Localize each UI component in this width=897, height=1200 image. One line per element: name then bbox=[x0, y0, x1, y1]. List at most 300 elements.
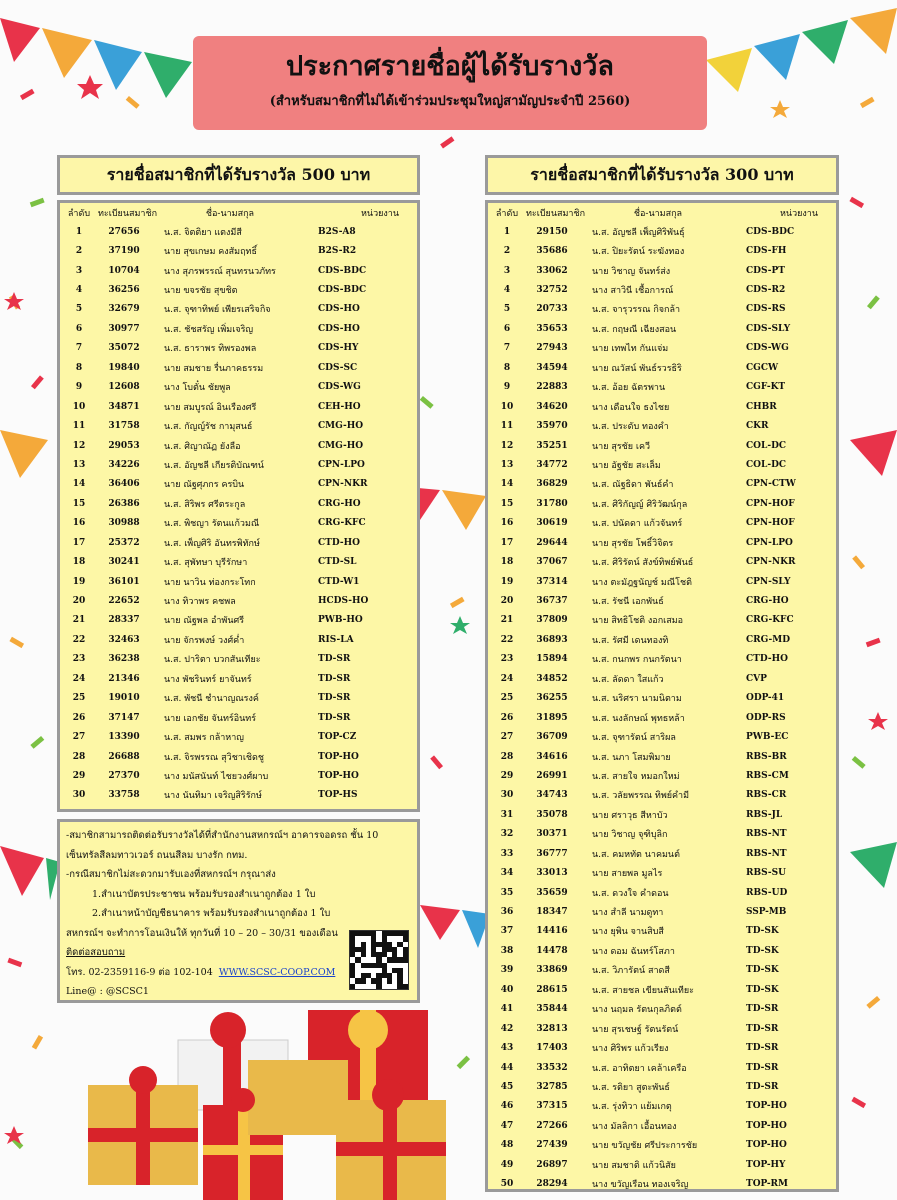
table-row bbox=[488, 844, 836, 863]
row-number: 18 bbox=[500, 557, 514, 568]
row-number: 33 bbox=[500, 848, 514, 859]
work-unit: CDS-BDC bbox=[746, 226, 795, 237]
member-name: นาย สุขเกษม คงสัมฤทธิ์ bbox=[164, 247, 257, 258]
member-id: 35970 bbox=[536, 421, 568, 432]
table-row bbox=[488, 1019, 836, 1038]
work-unit: TD-SK bbox=[746, 945, 779, 956]
member-name: นาย สิทธิโชติ งอกเสมอ bbox=[592, 616, 684, 627]
table-row bbox=[488, 397, 836, 416]
left-list-heading: รายชื่อสมาชิกที่ได้รับรางวัล 500 บาท bbox=[57, 155, 420, 195]
work-unit: TD-SR bbox=[318, 654, 351, 665]
table-row bbox=[488, 922, 836, 941]
table-row bbox=[60, 397, 417, 416]
table-row bbox=[60, 650, 417, 669]
member-name: น.ส. กฤษณี เฉียงสอน bbox=[592, 324, 677, 335]
member-id: 31780 bbox=[536, 498, 568, 509]
work-unit: TD-SR bbox=[318, 693, 351, 704]
row-number: 29 bbox=[500, 770, 514, 781]
table-row bbox=[60, 611, 417, 630]
row-number: 29 bbox=[72, 770, 86, 781]
line-id: Line@ : @SCSC1 bbox=[66, 986, 149, 997]
member-id: 36829 bbox=[536, 479, 568, 490]
member-name: น.ส. รัชนี เอกพันธ์ bbox=[592, 597, 664, 608]
table-row bbox=[488, 261, 836, 280]
member-name: นาย สุรชัย เควี bbox=[592, 441, 651, 452]
member-id: 33758 bbox=[108, 790, 140, 801]
member-id: 36406 bbox=[108, 479, 140, 490]
member-name: น.ส. รุ่งทิวา แย้มเกตุ bbox=[592, 1102, 672, 1113]
row-number: 30 bbox=[72, 790, 86, 801]
row-number: 23 bbox=[72, 654, 86, 665]
work-unit: CRG-MD bbox=[746, 634, 790, 645]
member-id: 17403 bbox=[536, 1043, 568, 1054]
row-number: 5 bbox=[503, 304, 511, 315]
member-id: 28294 bbox=[536, 1179, 568, 1190]
member-name: นาย ณัฐศุภกร ครบิน bbox=[164, 480, 245, 491]
work-unit: RBS-JL bbox=[746, 809, 783, 820]
row-number: 17 bbox=[500, 537, 514, 548]
table-row bbox=[60, 630, 417, 649]
qr-code[interactable] bbox=[349, 930, 409, 990]
member-id: 26991 bbox=[536, 770, 568, 781]
table-row bbox=[488, 416, 836, 435]
row-number: 25 bbox=[72, 693, 86, 704]
website-link[interactable]: WWW.SCSC-COOP.COM bbox=[218, 966, 336, 978]
row-number: 43 bbox=[500, 1043, 514, 1054]
row-number: 14 bbox=[500, 479, 514, 490]
member-id: 34852 bbox=[536, 673, 568, 684]
table-row bbox=[488, 980, 836, 999]
row-number: 39 bbox=[500, 965, 514, 976]
member-id: 32752 bbox=[536, 285, 568, 296]
info-line: เซ็นทรัลสีลมทาวเวอร์ ถนนสีลม บางรัก กทม. bbox=[66, 849, 248, 861]
member-id: 35686 bbox=[536, 246, 568, 257]
member-name: นาง สุภรพรรณ์ สุนทรนวภัทร bbox=[164, 266, 276, 277]
member-name: น.ส. ศิริกัญญ์ ศิริวัฒน์กุล bbox=[592, 499, 688, 510]
table-row bbox=[488, 669, 836, 688]
col-header-unit: หน่วยงาน bbox=[360, 208, 399, 219]
table-header bbox=[60, 203, 417, 222]
row-number: 12 bbox=[72, 440, 86, 451]
member-id: 29053 bbox=[108, 440, 140, 451]
work-unit: TD-SR bbox=[746, 1081, 779, 1092]
table-row bbox=[60, 552, 417, 571]
row-number: 10 bbox=[72, 401, 86, 412]
row-number: 13 bbox=[500, 459, 514, 470]
table-row bbox=[60, 475, 417, 494]
member-name: นาง เดือนใจ ธงไชย bbox=[592, 402, 670, 413]
table-row bbox=[488, 533, 836, 552]
row-number: 2 bbox=[75, 246, 83, 257]
table-row bbox=[488, 1155, 836, 1174]
member-name: น.ส. สิริพร ศรีตระกูล bbox=[164, 499, 246, 510]
row-number: 16 bbox=[500, 518, 514, 529]
member-name: นาย ณัฐพล อำพันศรี bbox=[164, 616, 245, 627]
work-unit: TOP-HO bbox=[318, 770, 359, 781]
row-number: 20 bbox=[72, 596, 86, 607]
row-number: 1 bbox=[503, 226, 511, 237]
member-id: 36238 bbox=[108, 654, 140, 665]
work-unit: CDS-HO bbox=[318, 323, 360, 334]
member-id: 26688 bbox=[108, 751, 140, 762]
row-number: 26 bbox=[500, 712, 514, 723]
table-row bbox=[60, 280, 417, 299]
table-row bbox=[488, 1174, 836, 1192]
work-unit: CKR bbox=[746, 421, 769, 432]
table-row bbox=[60, 747, 417, 766]
member-id: 34620 bbox=[536, 401, 568, 412]
work-unit: RBS-CM bbox=[746, 770, 789, 781]
member-id: 36737 bbox=[536, 596, 568, 607]
row-number: 2 bbox=[503, 246, 511, 257]
table-row bbox=[488, 902, 836, 921]
row-number: 5 bbox=[75, 304, 83, 315]
table-row bbox=[60, 455, 417, 474]
work-unit: CPN-HOF bbox=[746, 518, 795, 529]
member-name: น.ส. ศิญาณัฏ ยังลือ bbox=[164, 441, 241, 452]
work-unit: TD-SR bbox=[318, 673, 351, 684]
table-row bbox=[488, 1097, 836, 1116]
member-id: 19010 bbox=[108, 693, 140, 704]
work-unit: RIS-LA bbox=[318, 634, 354, 645]
table-row bbox=[488, 863, 836, 882]
member-name: น.ส. จารุวรรณ กิจกล้า bbox=[592, 305, 681, 316]
row-number: 3 bbox=[503, 265, 511, 276]
member-id: 31895 bbox=[536, 712, 568, 723]
member-id: 30619 bbox=[536, 518, 568, 529]
member-id: 34743 bbox=[536, 790, 568, 801]
member-name: นาง ยุพิน จานสิบสี bbox=[592, 927, 664, 938]
table-row bbox=[488, 941, 836, 960]
member-id: 36255 bbox=[536, 693, 568, 704]
member-name: นาย ศราวุธ สีหาบัว bbox=[592, 810, 668, 821]
work-unit: TOP-HO bbox=[746, 1101, 787, 1112]
member-name: นาง นันทิมา เจริญสิริรักษ์ bbox=[164, 791, 262, 802]
member-name: นาง สำลี นามดูทา bbox=[592, 908, 664, 919]
work-unit: TD-SR bbox=[746, 1043, 779, 1054]
work-unit: RBS-SU bbox=[746, 868, 786, 879]
right-table-body bbox=[488, 222, 836, 1192]
member-name: นาย วิชาญ จุฑิบุลิก bbox=[592, 830, 668, 841]
member-id: 27439 bbox=[536, 1140, 568, 1151]
work-unit: CPN-CTW bbox=[746, 479, 796, 490]
member-id: 36101 bbox=[108, 576, 140, 587]
member-id: 35659 bbox=[536, 887, 568, 898]
row-number: 24 bbox=[500, 673, 514, 684]
table-header bbox=[488, 203, 836, 222]
member-id: 37809 bbox=[536, 615, 568, 626]
table-row bbox=[60, 727, 417, 746]
member-id: 36777 bbox=[536, 848, 568, 859]
col-header-unit: หน่วยงาน bbox=[779, 208, 818, 219]
work-unit: CTD-W1 bbox=[318, 576, 360, 587]
work-unit: TD-SK bbox=[746, 926, 779, 937]
member-id: 27266 bbox=[536, 1120, 568, 1131]
member-name: น.ส. ดวงใจ คำดอน bbox=[592, 888, 669, 899]
member-name: นาย ขวัญชัย ศรีประการชัย bbox=[592, 1141, 698, 1152]
member-id: 32813 bbox=[536, 1023, 568, 1034]
work-unit: TD-SR bbox=[318, 712, 351, 723]
member-id: 19840 bbox=[108, 362, 140, 373]
member-name: น.ส. ชัชสรัญ เพิ่มเจริญ bbox=[164, 324, 254, 335]
work-unit: CDS-BDC bbox=[318, 265, 367, 276]
member-id: 37190 bbox=[108, 246, 140, 257]
work-unit: TD-SR bbox=[746, 1062, 779, 1073]
row-number: 34 bbox=[500, 868, 514, 879]
member-id: 34594 bbox=[536, 362, 568, 373]
table-row bbox=[60, 591, 417, 610]
table-row bbox=[488, 358, 836, 377]
table-row bbox=[488, 766, 836, 785]
member-id: 26897 bbox=[536, 1159, 568, 1170]
member-name: น.ส. ประดับ ทองคำ bbox=[592, 422, 669, 433]
work-unit: TOP-RM bbox=[746, 1179, 788, 1190]
member-id: 30241 bbox=[108, 557, 140, 568]
col-header-name: ชื่อ-นามสกุล bbox=[633, 208, 683, 219]
row-number: 21 bbox=[500, 615, 514, 626]
member-id: 31758 bbox=[108, 421, 140, 432]
member-id: 29150 bbox=[536, 226, 568, 237]
member-name: น.ส. สายชล เขียนสันเทียะ bbox=[592, 985, 694, 996]
row-number: 18 bbox=[72, 557, 86, 568]
table-row bbox=[488, 222, 836, 241]
row-number: 12 bbox=[500, 440, 514, 451]
member-name: นาง มนัสนันท์ ไชยวงศ์ผาบ bbox=[164, 771, 269, 782]
row-number: 31 bbox=[500, 809, 514, 820]
member-id: 30988 bbox=[108, 518, 140, 529]
row-number: 21 bbox=[72, 615, 86, 626]
work-unit: PWB-EC bbox=[746, 732, 789, 743]
member-name: นาย สมชาย รื่นภาคธรรม bbox=[164, 363, 264, 374]
work-unit: HCDS-HO bbox=[318, 596, 369, 607]
member-name: นาย ณวัสน์ พันธ์รวรธิริ bbox=[592, 363, 682, 374]
row-number: 26 bbox=[72, 712, 86, 723]
member-id: 25372 bbox=[108, 537, 140, 548]
table-row bbox=[488, 280, 836, 299]
table-row bbox=[60, 669, 417, 688]
table-row bbox=[488, 455, 836, 474]
col-header-name: ชื่อ-นามสกุล bbox=[205, 208, 255, 219]
qr-module bbox=[403, 984, 408, 989]
member-name: นาง ศิริพร แก้วเรียง bbox=[592, 1044, 669, 1055]
info-line: -กรณีสมาชิกไม่สะดวกมารับเองที่สหกรณ์ฯ กรุณาส่ง bbox=[66, 869, 276, 880]
member-id: 34616 bbox=[536, 751, 568, 762]
member-id: 33062 bbox=[536, 265, 568, 276]
row-number: 22 bbox=[500, 634, 514, 645]
member-name: น.ส. พิชญา รัตนแก้วมณี bbox=[164, 519, 260, 530]
work-unit: TOP-CZ bbox=[318, 732, 357, 743]
work-unit: CPN-LPO bbox=[318, 459, 365, 470]
member-id: 37067 bbox=[536, 557, 568, 568]
work-unit: B2S-A8 bbox=[318, 226, 356, 237]
work-unit: CDS-R2 bbox=[746, 285, 786, 296]
row-number: 35 bbox=[500, 887, 514, 898]
table-row bbox=[488, 494, 836, 513]
member-name: น.ส. คมหทัต นาคมนต์ bbox=[592, 849, 680, 860]
row-number: 32 bbox=[500, 829, 514, 840]
banner-subtitle: (สำหรับสมาชิกที่ไม่ได้เข้าร่วมประชุมใหญ่สามัญประจำปี 2560) bbox=[269, 94, 631, 109]
row-number: 27 bbox=[500, 732, 514, 743]
member-id: 36893 bbox=[536, 634, 568, 645]
table-row bbox=[60, 339, 417, 358]
member-name: น.ส. รัศมี เดนทองทิ bbox=[592, 635, 669, 646]
work-unit: CDS-HY bbox=[318, 343, 359, 354]
member-name: น.ส. อ้อย ฉัตรพาน bbox=[592, 383, 666, 394]
member-name: น.ส. อัญชลี เกียรติบัณฑน์ bbox=[164, 460, 264, 471]
member-name: น.ส. วิภารัตน์ สาดสี bbox=[592, 966, 670, 977]
member-id: 36256 bbox=[108, 285, 140, 296]
member-id: 32679 bbox=[108, 304, 140, 315]
member-id: 20733 bbox=[536, 304, 568, 315]
member-name: น.ส. สุพัทษา บุรีรักษา bbox=[164, 558, 248, 569]
table-row bbox=[488, 1077, 836, 1096]
table-row bbox=[488, 805, 836, 824]
member-name: นาย สายพล มูลไร bbox=[592, 869, 663, 880]
member-name: นาย นาวิน ท่องกระโทก bbox=[164, 577, 256, 588]
work-unit: CDS-SLY bbox=[746, 323, 791, 334]
work-unit: RBS-CR bbox=[746, 790, 787, 801]
work-unit: SSP-MB bbox=[746, 907, 787, 918]
table-row bbox=[60, 572, 417, 591]
member-name: น.ส. นงลักษณ์ พุทธหล้า bbox=[592, 713, 685, 724]
table-row bbox=[488, 1000, 836, 1019]
table-row bbox=[488, 436, 836, 455]
table-row bbox=[60, 689, 417, 708]
member-id: 32463 bbox=[108, 634, 140, 645]
row-number: 36 bbox=[500, 907, 514, 918]
work-unit: CPN-NKR bbox=[746, 557, 796, 568]
table-row bbox=[488, 630, 836, 649]
member-name: น.ส. ปิยะรัตน์ ระฆังทอง bbox=[592, 247, 685, 258]
left-table-body bbox=[60, 222, 417, 805]
info-line: สหกรณ์ฯ จะทำการโอนเงินให้ ทุกวันที่ 10 – 20 – 30/31 ของเดือน bbox=[66, 927, 338, 939]
bunting-right bbox=[706, 8, 897, 92]
col-header-member-id: ทะเบียนสมาชิก bbox=[98, 208, 158, 219]
member-id: 14416 bbox=[536, 926, 568, 937]
row-number: 41 bbox=[500, 1004, 514, 1015]
member-name: นาย ขจรชัย สุขชิต bbox=[164, 286, 238, 297]
row-number: 17 bbox=[72, 537, 86, 548]
work-unit: CPN-HOF bbox=[746, 498, 795, 509]
member-name: นาย สมชาติ แก้วนิสัย bbox=[592, 1160, 676, 1171]
row-number: 27 bbox=[72, 732, 86, 743]
member-name: นาย เทพไท กันแจ่ม bbox=[592, 344, 669, 355]
member-id: 35653 bbox=[536, 323, 568, 334]
row-number: 20 bbox=[500, 596, 514, 607]
member-id: 22883 bbox=[536, 382, 568, 393]
table-row bbox=[60, 222, 417, 241]
member-name: น.ส. สายใจ หมอกใหม่ bbox=[592, 771, 680, 782]
row-number: 10 bbox=[500, 401, 514, 412]
row-number: 50 bbox=[500, 1179, 514, 1190]
row-number: 28 bbox=[500, 751, 514, 762]
work-unit: COL-DC bbox=[746, 440, 787, 451]
member-id: 18347 bbox=[536, 907, 568, 918]
info-line: 2.สำเนาหน้าบัญชีธนาคาร พร้อมรับรองสำเนาถูกต้อง 1 ใบ bbox=[92, 908, 331, 919]
contact-heading: ติดต่อสอบถาม bbox=[66, 947, 126, 958]
gift-boxes-illustration bbox=[88, 1000, 448, 1200]
work-unit: CMG-HO bbox=[318, 440, 364, 451]
work-unit: TD-SR bbox=[746, 1023, 779, 1034]
member-id: 27656 bbox=[108, 226, 140, 237]
table-row bbox=[488, 1058, 836, 1077]
work-unit: TOP-HO bbox=[746, 1120, 787, 1131]
row-number: 23 bbox=[500, 654, 514, 665]
member-name: น.ส. เพ็ญศิริ อันทรพิทักษ์ bbox=[164, 538, 260, 549]
row-number: 11 bbox=[500, 421, 514, 432]
work-unit: TD-SK bbox=[746, 984, 779, 995]
work-unit: CPN-NKR bbox=[318, 479, 368, 490]
member-id: 32785 bbox=[536, 1081, 568, 1092]
table-row bbox=[488, 572, 836, 591]
member-id: 34772 bbox=[536, 459, 568, 470]
work-unit: CDS-WG bbox=[318, 382, 361, 393]
work-unit: TOP-HO bbox=[746, 1140, 787, 1151]
work-unit: CGF-KT bbox=[746, 382, 786, 393]
row-number: 49 bbox=[500, 1159, 514, 1170]
row-number: 13 bbox=[72, 459, 86, 470]
member-name: น.ส. อัญชลี เพ็ญศิริพันธุ์ bbox=[592, 227, 685, 238]
col-header-no: ลำดับ bbox=[67, 208, 91, 219]
row-number: 40 bbox=[500, 984, 514, 995]
member-id: 14478 bbox=[536, 945, 568, 956]
work-unit: ODP-41 bbox=[746, 693, 785, 704]
table-row bbox=[60, 300, 417, 319]
row-number: 15 bbox=[500, 498, 514, 509]
table-row bbox=[488, 378, 836, 397]
table-row bbox=[60, 786, 417, 805]
row-number: 4 bbox=[503, 285, 511, 296]
row-number: 19 bbox=[500, 576, 514, 587]
work-unit: RBS-NT bbox=[746, 848, 787, 859]
work-unit: CTD-HO bbox=[746, 654, 788, 665]
member-name: นาง นฤมล รัตนกุลภิตต์ bbox=[592, 1005, 682, 1016]
row-number: 4 bbox=[75, 285, 83, 296]
table-row bbox=[60, 319, 417, 338]
row-number: 16 bbox=[72, 518, 86, 529]
work-unit: B2S-R2 bbox=[318, 246, 357, 257]
table-row bbox=[488, 611, 836, 630]
table-row bbox=[488, 786, 836, 805]
member-id: 34226 bbox=[108, 459, 140, 470]
table-row bbox=[60, 416, 417, 435]
member-id: 12608 bbox=[108, 382, 140, 393]
table-row bbox=[488, 650, 836, 669]
member-name: น.ส. จิรพรรณ สุวิชาเชิดชู bbox=[164, 752, 264, 763]
member-name: นาง ทิวาพร คชพล bbox=[164, 597, 236, 608]
member-name: น.ส. จุฑารัตน์ สาริผล bbox=[592, 733, 676, 744]
member-name: นาง พัชรินทร์ ยาจันทร์ bbox=[164, 674, 252, 685]
table-row bbox=[488, 1116, 836, 1135]
member-name: น.ส. ธาราพร ทิพรองพล bbox=[164, 344, 257, 355]
member-name: น.ส. สมพร กล้าหาญ bbox=[164, 733, 244, 744]
row-number: 8 bbox=[503, 362, 511, 373]
work-unit: CPN-SLY bbox=[746, 576, 791, 587]
table-row bbox=[488, 727, 836, 746]
work-unit: ODP-RS bbox=[746, 712, 786, 723]
member-name: น.ส. นริศรา นามนิตาม bbox=[592, 694, 682, 705]
row-number: 8 bbox=[75, 362, 83, 373]
work-unit: CDS-HO bbox=[318, 304, 360, 315]
row-number: 44 bbox=[500, 1062, 514, 1073]
row-number: 9 bbox=[75, 382, 83, 393]
table-row bbox=[488, 708, 836, 727]
row-number: 38 bbox=[500, 945, 514, 956]
member-id: 27943 bbox=[536, 343, 568, 354]
member-id: 21346 bbox=[108, 673, 140, 684]
member-id: 35844 bbox=[536, 1004, 568, 1015]
member-name: น.ส. จุฑาทิพย์ เพียรเสริจกิจ bbox=[164, 305, 271, 316]
